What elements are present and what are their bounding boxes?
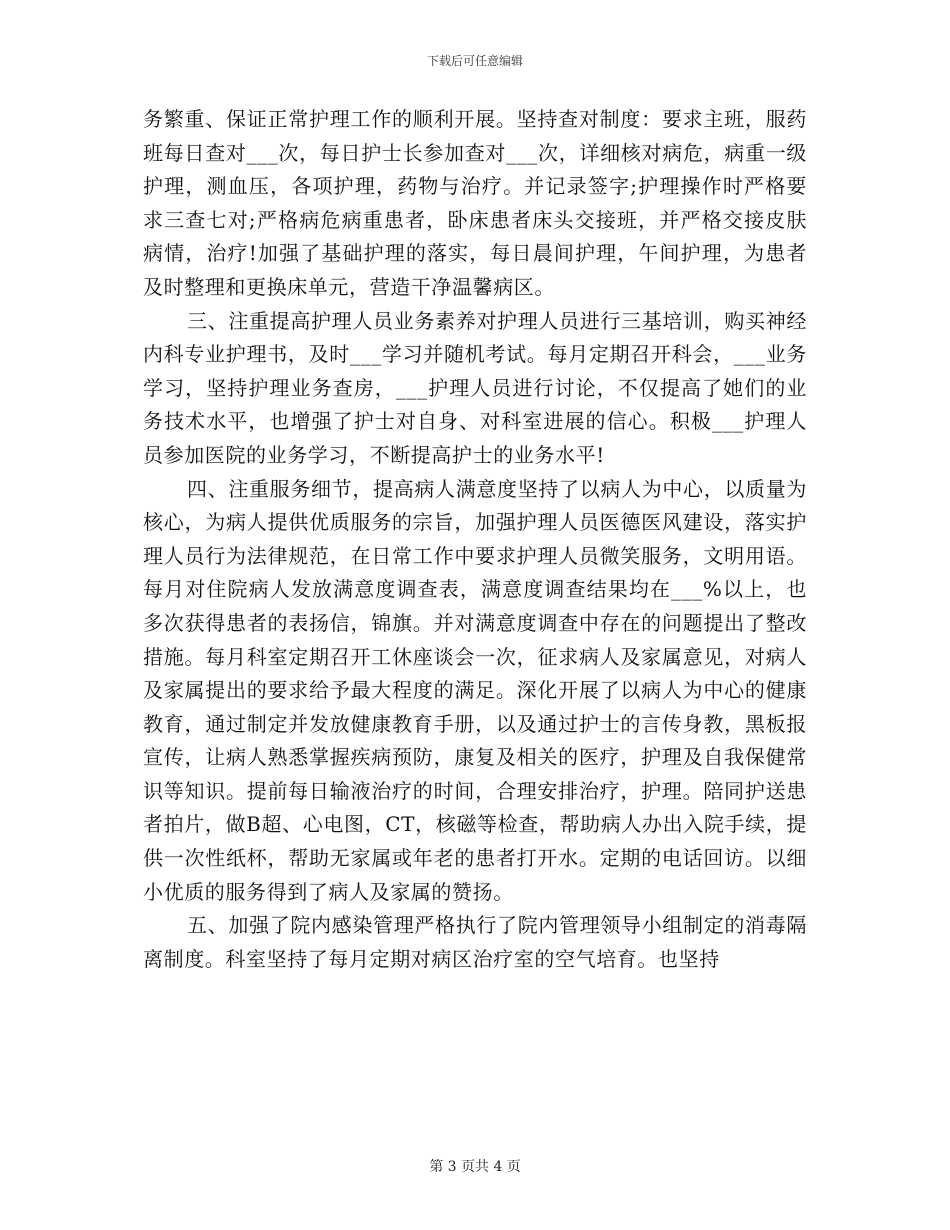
paragraph-section-4: 四、注重服务细节，提高病人满意度坚持了以病人为中心，以质量为核心，为病人提供优质服务的宗旨，加强护理人员医德医风建设，落实护理人员行为法律规范，在日常工作中要求护理人员微笑服务，文明用语。每月对住院病人发放满意度调查表，满意度调查结果均在___%以上，也多次获得患者的表扬信，锦旗。并对满意度调查中存在的问题提出了整改措施。每月科室定期召开工休座谈会一次，征求病人及家属意见，对病人及家属提出的要求给予最大程度的满足。深化开展了以病人为中心的健康教育，通过制定并发放健康教育手册，以及通过护士的言传身教，黑板报宣传，让病人熟悉掌握疾病预防，康复及相关的医疗，护理及自我保健常识等知识。提前每日输液治疗的时间，合理安排治疗，护理。陪同护送患者拍片，做B超、心电图，CT，核磁等检查，帮助病人办出入院手续，提供一次性纸杯，帮助无家属或年老的患者打开水。定期的电话回访。以细小优质的服务得到了病人及家属的赞扬。	[143, 476, 807, 904]
paragraph-section-3: 三、注重提高护理人员业务素养对护理人员进行三基培训，购买神经内科专业护理书，及时___学习并随机考试。每月定期召开科会，___业务学习，坚持护理业务查房，___护理人员进行讨论，不仅提高了她们的业务技术水平，也增强了护士对自身、对科室进展的信心。积极___护理人员参加医院的业务学习，不断提高护士的业务水平!	[143, 308, 807, 467]
page-footer: 第 3 页共 4 页	[429, 1159, 521, 1175]
page-header: 下载后可任意编辑	[426, 54, 523, 68]
paragraph-section-5: 五、加强了院内感染管理严格执行了院内管理领导小组制定的消毒隔离制度。科室坚持了每月定期对病区治疗室的空气培育。也坚持	[143, 913, 807, 971]
paragraph-continued: 务繁重、保证正常护理工作的顺利开展。坚持查对制度：要求主班，服药班每日查对___次，每日护士长参加查对___次，详细核对病危，病重一级护理，测血压，各项护理，药物与治疗。并记录签字;护理操作时严格要求三查七对;严格病危病重患者，卧床患者床头交接班，并严格交接皮肤病情，治疗!加强了基础护理的落实，每日晨间护理，午间护理，为患者及时整理和更换床单元，营造干净温馨病区。	[143, 107, 807, 299]
document-body	[143, 103, 807, 976]
